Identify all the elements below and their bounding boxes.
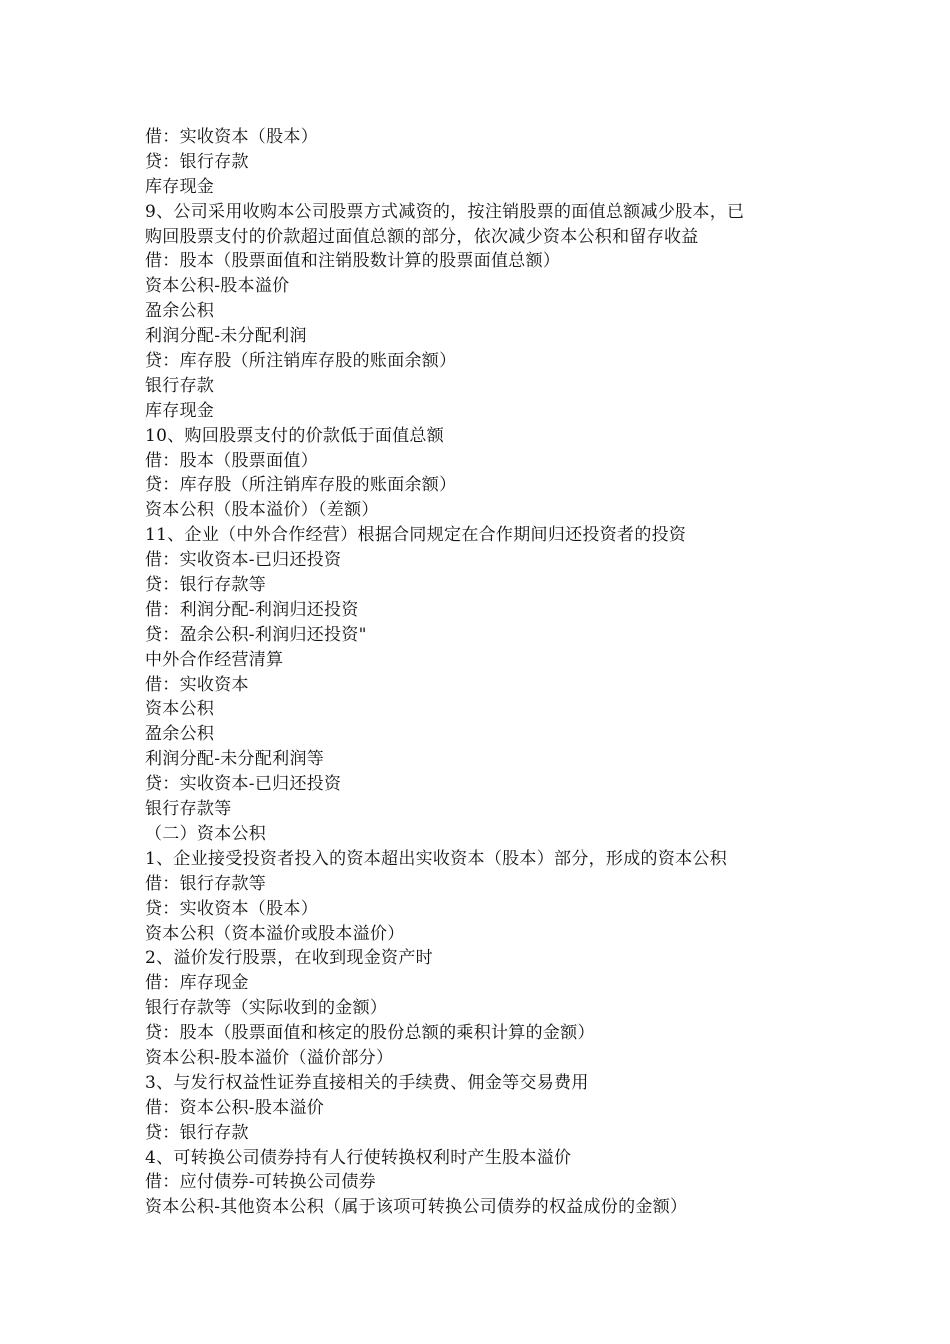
text-line: 库存现金 — [145, 176, 215, 197]
text-line: 贷：实收资本（股本） — [145, 898, 318, 919]
text-line: 贷：实收资本-已归还投资 — [145, 774, 342, 795]
text-line: 盈余公积 — [145, 724, 215, 745]
text-line: 资本公积-股本溢价（溢价部分） — [145, 1047, 394, 1068]
text-line: 盈余公积 — [145, 301, 215, 322]
text-line: 借：实收资本 — [145, 674, 249, 695]
text-line: 贷：盈余公积-利润归还投资" — [145, 624, 367, 645]
document-body — [145, 125, 815, 1220]
section-heading: （二）资本公积 — [145, 823, 267, 844]
text-line: 贷：股本（股票面值和核定的股份总额的乘积计算的金额） — [145, 1023, 595, 1044]
text-line: 借：库存现金 — [145, 973, 249, 994]
text-line: 资本公积-其他资本公积（属于该项可转换公司债券的权益成份的金额） — [145, 1197, 688, 1218]
text-line: 借：资本公积-股本溢价 — [145, 1097, 325, 1118]
text-line: 利润分配-未分配利润 — [145, 326, 307, 347]
text-line: 银行存款等（实际收到的金额） — [145, 998, 388, 1019]
text-line: 借：实收资本（股本） — [145, 127, 318, 147]
text-line: 贷：银行存款 — [145, 1122, 249, 1143]
text-line: 借：股本（股票面值和注销股数计算的股票面值总额） — [145, 251, 561, 272]
text-line: 贷：库存股（所注销库存股的账面余额） — [145, 475, 457, 496]
text-line: 资本公积 — [145, 699, 215, 720]
text-line: 资本公积（股本溢价）（差额） — [145, 500, 379, 521]
text-line: 11、企业（中外合作经营）根据合同规定在合作期间归还投资者的投资 — [145, 525, 687, 546]
text-line: 4、可转换公司债券持有人行使转换权利时产生股本溢价 — [145, 1147, 572, 1168]
text-line: 资本公积（资本溢价或股本溢价） — [145, 923, 405, 944]
text-line: 1、企业接受投资者投入的资本超出实收资本（股本）部分，形成的资本公积 — [145, 848, 728, 869]
text-line: 购回股票支付的价款超过面值总额的部分，依次减少资本公积和留存收益 — [145, 226, 699, 247]
text-line: 贷：银行存款等 — [145, 575, 267, 596]
text-line: 银行存款等 — [145, 799, 232, 820]
text-line: 借：股本（股票面值） — [145, 450, 318, 471]
text-line: 贷：库存股（所注销库存股的账面余额） — [145, 351, 457, 372]
text-line: 库存现金 — [145, 400, 215, 421]
text-line: 资本公积-股本溢价 — [145, 276, 290, 297]
text-line: 贷：银行存款 — [145, 151, 249, 172]
text-line: 9、公司采用收购本公司股票方式减资的，按注销股票的面值总额减少股本，已 — [145, 201, 745, 222]
text-line: 银行存款 — [145, 375, 215, 396]
text-line: 借：银行存款等 — [145, 873, 267, 894]
text-line: 借：应付债券-可转换公司债券 — [145, 1172, 376, 1193]
text-line: 10、购回股票支付的价款低于面值总额 — [145, 425, 445, 446]
text-line: 利润分配-未分配利润等 — [145, 749, 325, 770]
text-line: 借：利润分配-利润归还投资 — [145, 599, 359, 620]
text-line: 2、溢价发行股票，在收到现金资产时 — [145, 948, 433, 969]
text-line: 3、与发行权益性证券直接相关的手续费、佣金等交易费用 — [145, 1072, 589, 1093]
text-line: 中外合作经营清算 — [145, 649, 284, 670]
text-line: 借：实收资本-已归还投资 — [145, 550, 342, 571]
